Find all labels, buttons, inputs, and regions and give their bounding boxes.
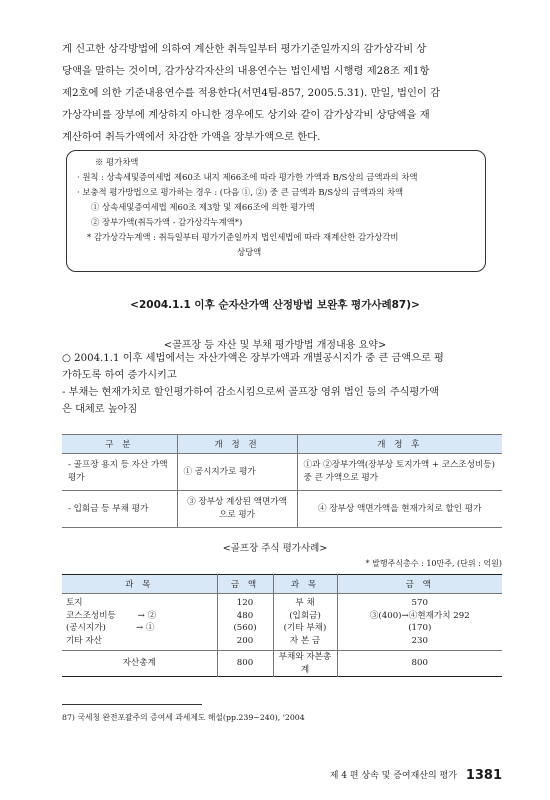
table-cell-line: (공시지가) → ① — [66, 623, 155, 633]
note-line: · 원칙 : 상속세및증여세법 제60조 내지 제66조에 따라 평가한 가액과 B/S상의 금액과의 차액 — [77, 172, 418, 182]
table-row — [62, 594, 502, 651]
table-cell: - 입회금 등 부채 평가 — [62, 491, 177, 528]
table-cell-line: (기타 부채) — [283, 623, 327, 633]
table-cell-line: ③(400)→④현재가치 292 — [369, 610, 470, 621]
table-cell: ① 공시지가로 평가 — [177, 454, 297, 491]
table-header-cell: 금 액 — [217, 575, 273, 594]
asset-amounts-cell — [217, 594, 273, 651]
text-line: 가상각비를 장부에 계상하지 아니한 경우에도 상기와 같이 감가상각비 상당액을 재 — [62, 109, 430, 121]
note-line: ① 상속세및증여세법 제60조 제3항 및 제66조에 의한 평가액 — [91, 202, 315, 212]
note-line: ② 장부가액(취득가액 - 감가상각누계액*) — [91, 217, 243, 227]
note-line: · 보충적 평가방법으로 평가하는 경우 : (다음 ①, ②) 중 큰 금액과 B/S상의 금액과의 차액 — [77, 187, 404, 197]
table-cell-line: 200 — [236, 635, 254, 646]
table-row — [62, 491, 502, 528]
table-cell: 800 — [217, 651, 273, 677]
text-line: 은 대체로 높아짐 — [62, 404, 138, 415]
page-number: 1381 — [465, 768, 502, 783]
table-cell: ④ 장부상 액면가액을 현재가치로 할인 평가 — [297, 491, 502, 528]
table-header-row — [62, 435, 502, 454]
revision-summary-table — [62, 434, 502, 528]
table-header-cell: 개 정 후 — [297, 435, 502, 454]
table-cell: 800 — [337, 651, 502, 677]
unit-note: * 발행주식총수 : 10만주, (단위 : 억원) — [365, 559, 502, 568]
table-header-row — [62, 575, 502, 594]
table-cell-line: 코스조성비등 → ② — [66, 610, 157, 621]
table-cell-line: 570 — [411, 598, 428, 608]
asset-items-cell — [62, 594, 217, 651]
table-cell: - 골프장 용지 등 자산 가액 평가 — [62, 454, 177, 491]
summary-paragraph — [62, 350, 502, 418]
table-row — [62, 454, 502, 491]
section-title: <2004.1.1 이후 순자산가액 산정방법 보완후 평가사례87)> — [130, 299, 420, 311]
table-cell-line: (입회금) — [289, 610, 321, 621]
table-header-cell: 과 목 — [62, 575, 217, 594]
table-total-row — [62, 651, 502, 677]
example-caption: <골프장 주식 평가사례> — [222, 543, 328, 554]
table-cell-line: (170) — [408, 623, 432, 633]
table-cell-line: 부 채 — [295, 598, 315, 608]
table-cell-line: (560) — [233, 623, 257, 633]
table-cell-line: 230 — [411, 635, 428, 646]
table-header-cell: 금 액 — [337, 575, 502, 594]
text-line: 가하도록 하여 증가시키고 — [62, 370, 177, 381]
table-cell: 부채와 자본총계 — [273, 651, 337, 677]
liability-amounts-cell — [337, 594, 502, 651]
table-header-cell: 과 목 — [273, 575, 337, 594]
valuation-difference-note-box — [66, 150, 486, 272]
table-cell: ①과 ②장부가액(장부상 토지가액 + 코스조성비등) 중 큰 가액으로 평가 — [297, 454, 502, 491]
table-cell-line: 480 — [236, 610, 254, 621]
golf-course-valuation-table — [62, 574, 502, 677]
text-line: - 부채는 현재가치로 할인평가하여 감소시킴으로써 골프장 영위 법인 등의 주식평가액 — [62, 387, 440, 398]
text-line: ○ 2004.1.1 이후 세법에서는 자산가액은 장부가액과 개별공시지가 중 큰 금액으로 평 — [62, 353, 444, 364]
table-header-cell: 구 분 — [62, 435, 177, 454]
table-cell-line: 자 본 금 — [289, 635, 321, 646]
note-line: 상당액 — [237, 247, 262, 257]
table-cell-line: 기타 자산 — [66, 635, 102, 646]
table-cell: 자산총계 — [62, 651, 217, 677]
liability-items-cell — [273, 594, 337, 651]
text-line: 제2호에 의한 기준내용연수를 적용한다(서면4팀-857, 2005.5.31). 만일, 법인이 감 — [62, 87, 441, 99]
footnote-divider — [62, 704, 202, 705]
table-cell: ③ 장부상 계상된 액면가액으로 평가 — [177, 491, 297, 528]
table-cell-line: 토지 — [66, 598, 83, 608]
table-cell-line: 120 — [236, 598, 254, 608]
text-line: 당액을 말하는 것이며, 감가상각자산의 내용연수는 법인세법 시행령 제28조 제1항 — [62, 65, 430, 77]
table-header-cell: 개 정 전 — [177, 435, 297, 454]
text-line: 게 신고한 상각방법에 의하여 계산한 취득일부터 평가기준일까지의 감가상각비 상 — [62, 43, 427, 55]
footnote: 87) 국세청 완전포괄주의 증여세 과세제도 해설(pp.239~240), '2004 — [62, 713, 305, 722]
intro-paragraph — [62, 38, 494, 148]
note-line: * 감가상각누계액 : 취득일부터 평가기준일까지 법인세법에 따라 재계산한 감가상각비 — [87, 232, 399, 242]
text-line: 계산하여 취득가액에서 차감한 가액을 장부가액으로 한다. — [62, 131, 321, 143]
footer-section-title: 제 4 편 상속 및 증여재산의 평가 — [329, 771, 457, 781]
page-footer — [330, 768, 502, 783]
note-title: ※ 평가차액 — [95, 157, 139, 167]
summary-subtitle: <골프장 등 자산 및 부채 평가방법 개정내용 요약> — [163, 340, 387, 351]
